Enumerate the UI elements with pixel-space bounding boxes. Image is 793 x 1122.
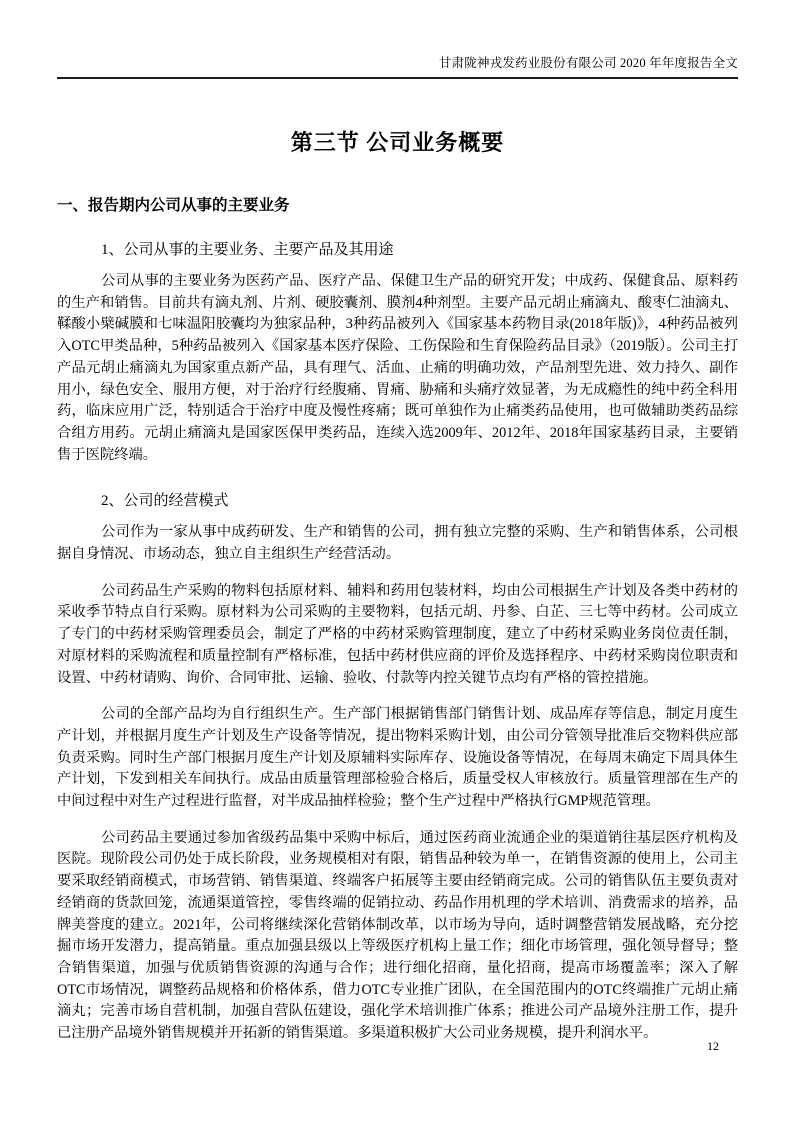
body-paragraph: 公司药品生产采购的物料包括原材料、辅料和药用包装材料，均由公司根据生产计划及各类中药材的采收季节特点自行采购。原材料为公司采购的主要物料，包括元胡、丹参、白芷、三七等中药材。公司成立了专门的中药材采购管理委员会，制定了严格的中药材采购管理制度，建立了中药材采购业务岗位责任制，对原材料的采购流程和质量控制有严格标准，包括中药材供应商的评价及选择程序、中药材采购岗位职责和设置、中药材请购、询价、合同审批、运输、验收、付款等内控关键节点均有严格的管控措施。 (57, 582, 738, 686)
body-paragraph: 公司药品主要通过参加省级药品集中采购中标后，通过医药商业流通企业的渠道销往基层医疗机构及医院。现阶段公司仍处于成长阶段，业务规模相对有限，销售品种较为单一，在销售资源的使用上，公司主要采取经销商模式，市场营销、销售渠道、终端客户拓展等主要由经销商完成。公司的销售队伍主要负责对经销商的货款回笼，流通渠道管控，零售终端的促销拉动、药品作用机理的学术培训、消费需求的培养，品牌美誉度的建立。2021年，公司将继续深化营销体制改革，以市场为导向，适时调整营销发展战略，充分挖掘市场开发潜力，提高销量。重点加强县级以上等级医疗机构上量工作；细化市场管理，强化领导督导；整合销售渠道，加强与优质销售资源的沟通与合作；进行细化招商，量化招商，提高市场覆盖率；深入了解OTC市场情况，调整药品规格和价格体系，借力OTC专业推广团队，在全国范围内的OTC终端推广元胡止痛滴丸；完善市场自营机制，加强自营队伍建设，强化学术培训推广体系；推进公司产品境外注册工作，提升已注册产品境外销售规模并开拓新的销售渠道。多渠道积极扩大公司业务规模，提升利润水平。 (57, 829, 738, 1042)
section-heading: 一、报告期内公司从事的主要业务 (57, 197, 290, 214)
page-title: 第三节 公司业务概要 (290, 130, 505, 155)
body-paragraph: 公司作为一家从事中成药研发、生产和销售的公司，拥有独立完整的采购、生产和销售体系，公司根据自身情况、市场动态，独立自主组织生产经营活动。 (57, 524, 738, 563)
page-header (57, 0, 738, 79)
page-header-text: 甘肃陇神戎发药业股份有限公司 2020 年年度报告全文 (438, 56, 738, 70)
subsection-heading-1: 1、公司从事的主要业务、主要产品及其用途 (101, 242, 394, 258)
body-paragraph: 公司的全部产品均为自行组织生产。生产部门根据销售部门销售计划、成品库存等信息，制定月度生产计划，并根据月度生产计划及生产设备等情况，提出物料采购计划，由公司分管领导批准后交物料供应部负责采购。同时生产部门根据月度生产计划及原辅料实际库存、设施设备等情况，在每周末确定下周具体生产计划，下发到相关车间执行。成品由质量管理部检验合格后，质量受权人审核放行。质量管理部在生产的中间过程中对生产过程进行监督，对半成品抽样检验；整个生产过程中严格执行GMP规范管理。 (57, 706, 738, 810)
subsection-heading-2: 2、公司的经营模式 (101, 493, 229, 510)
page-content (57, 0, 738, 1045)
page-number: 12 (707, 1039, 719, 1053)
body-paragraph: 公司从事的主要业务为医药产品、医疗产品、保健卫生产品的研究开发；中成药、保健食品、原料药的生产和销售。目前共有滴丸剂、片剂、硬胶囊剂、膜剂4种剂型。主要产品元胡止痛滴丸、酸枣仁油滴丸、鞣酸小檗碱膜和七味温阳胶囊均为独家品种，3种药品被列入《国家基本药物目录(2018年版)》，4种药品被列入OTC甲类品种，5种药品被列入《国家基本医疗保险、工伤保险和生育保险药品目录》（2019版）。公司主打产品元胡止痛滴丸为国家重点新产品，具有理气、活血、止痛的明确功效，产品剂型先进、效力持久、副作用小，绿色安全、服用方便，对于治疗行经腹痛、胃痛、胁痛和头痛疗效显著，为无成瘾性的纯中药全科用药，临床应用广泛，特别适合于治疗中度及慢性疼痛；既可单独作为止痛类药品使用，也可做辅助类药品综合组方用药。元胡止痛滴丸是国家医保甲类药品，连续入选2009年、2012年、2018年国家基药目录，主要销售于医院终端。 (57, 273, 738, 463)
